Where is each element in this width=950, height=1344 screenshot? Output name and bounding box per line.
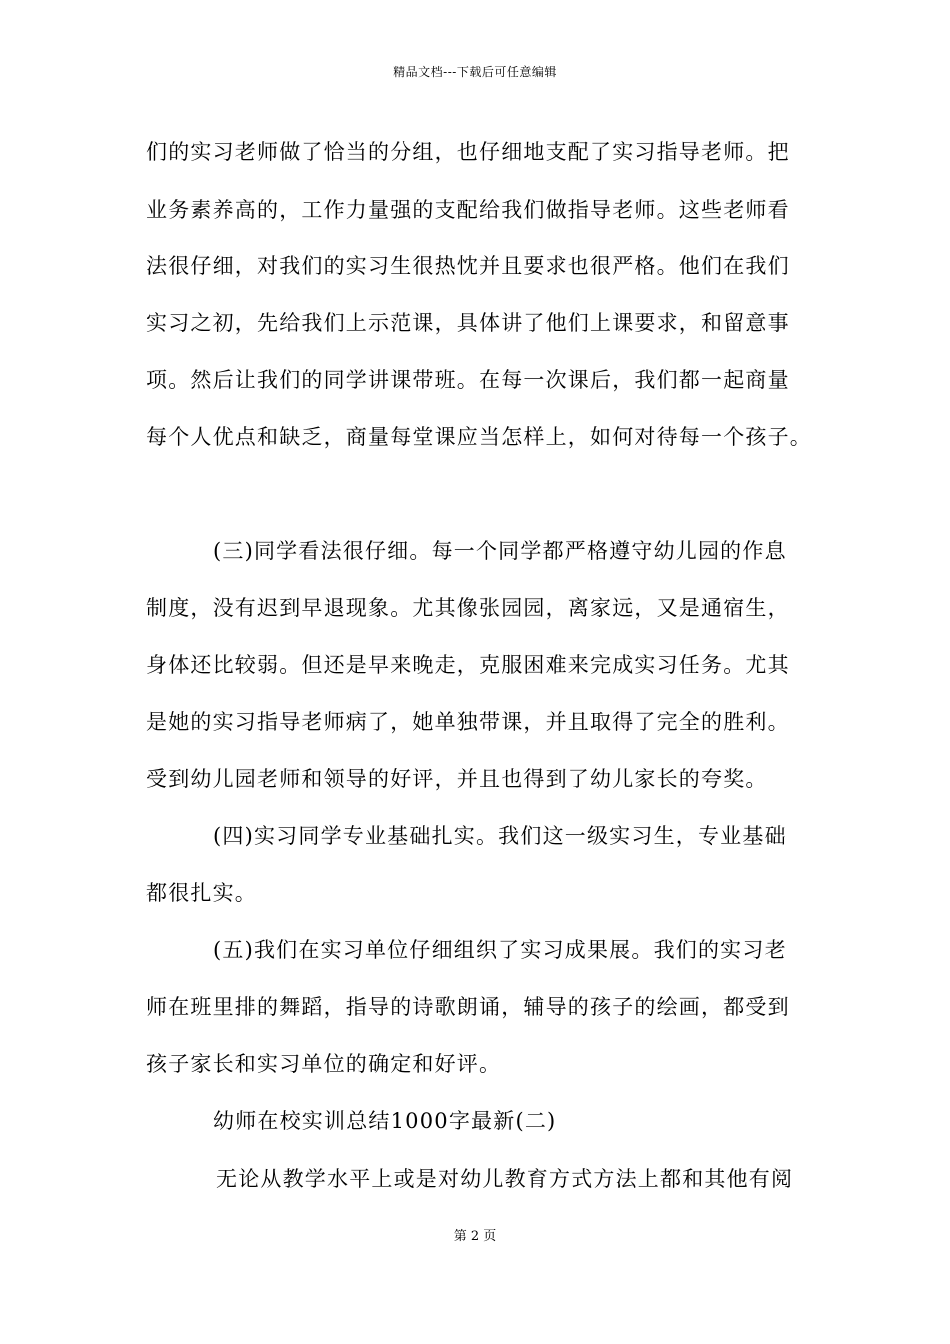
body-line: 法很仔细，对我们的实习生很热忱并且要求也很严格。他们在我们 bbox=[146, 254, 790, 278]
body-line: 们的实习老师做了恰当的分组，也仔细地支配了实习指导老师。把 bbox=[146, 140, 790, 164]
body-line: 业务素养高的，工作力量强的支配给我们做指导老师。这些老师看 bbox=[146, 198, 790, 222]
body-line: 都很扎实。 bbox=[146, 881, 257, 905]
body-line: 身体还比较弱。但还是早来晚走，克服困难来完成实习任务。尤其 bbox=[146, 653, 790, 677]
section-title: 幼师在校实训总结1000字最新(二) bbox=[213, 1109, 557, 1133]
body-line: 制度，没有迟到早退现象。尤其像张园园，离家远，又是通宿生， bbox=[146, 596, 790, 620]
body-line: 师在班里排的舞蹈，指导的诗歌朗诵，辅导的孩子的绘画，都受到 bbox=[146, 995, 790, 1019]
page-header: 精品文档---下载后可任意编辑 bbox=[393, 65, 557, 79]
paragraph-start: 无论从教学水平上或是对幼儿教育方式方法上都和其他有阅 bbox=[216, 1167, 794, 1191]
page-number: 第 2 页 bbox=[453, 1229, 497, 1244]
paragraph-start: (五)我们在实习单位仔细组织了实习成果展。我们的实习老 bbox=[213, 938, 787, 962]
body-line: 孩子家长和实习单位的确定和好评。 bbox=[146, 1052, 502, 1076]
paragraph-start: (三)同学看法很仔细。每一个同学都严格遵守幼儿园的作息 bbox=[213, 539, 787, 563]
paragraph-start: (四)实习同学专业基础扎实。我们这一级实习生，专业基础 bbox=[213, 824, 787, 848]
body-line: 是她的实习指导老师病了，她单独带课，并且取得了完全的胜利。 bbox=[146, 710, 790, 734]
body-line: 受到幼儿园老师和领导的好评，并且也得到了幼儿家长的夸奖。 bbox=[146, 767, 768, 791]
body-line: 每个人优点和缺乏，商量每堂课应当怎样上，如何对待每一个孩子。 bbox=[146, 425, 812, 449]
body-line: 实习之初，先给我们上示范课，具体讲了他们上课要求，和留意事 bbox=[146, 311, 790, 335]
body-line: 项。然后让我们的同学讲课带班。在每一次课后，我们都一起商量 bbox=[146, 368, 790, 392]
